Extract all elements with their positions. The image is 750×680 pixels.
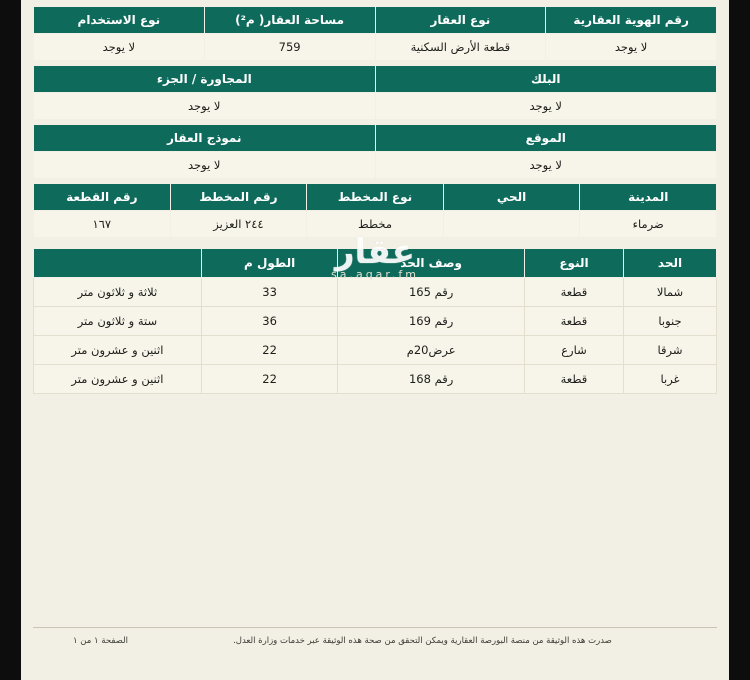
value-cell-usage-type: لا يوجد [34, 34, 205, 61]
header-cell-property-type: نوع العقار [375, 7, 546, 34]
cell-length-number: 22 [201, 336, 338, 365]
table-header-row [34, 7, 717, 34]
value-cell-district [443, 211, 580, 238]
cell-description: رقم 165 [338, 278, 524, 307]
value-cell-location: لا يوجد [375, 152, 717, 179]
cell-length-number: 33 [201, 278, 338, 307]
value-cell-identity-number: لا يوجد [546, 34, 717, 61]
value-cell-area: 759 [204, 34, 375, 61]
cell-limit: غربا [624, 365, 717, 394]
value-cell-parcel-number: ١٦٧ [34, 211, 171, 238]
cell-length-text: اثنين و عشرون متر [34, 336, 202, 365]
value-cell-plan-type: مخطط [307, 211, 444, 238]
property-identity-table [33, 6, 717, 61]
header-cell-length: الطول م [201, 249, 338, 278]
page-footer [33, 627, 717, 646]
watermark-domain-text: sa.aqar.fm [330, 268, 420, 281]
table-row [34, 34, 717, 61]
table-header-row [34, 125, 717, 152]
cell-limit: شرقا [624, 336, 717, 365]
header-cell-limit: الحد [624, 249, 717, 278]
header-cell-usage-type: نوع الاستخدام [34, 7, 205, 34]
value-cell-block: لا يوجد [375, 93, 717, 120]
header-cell-plan-number: رقم المخطط [170, 184, 307, 211]
header-cell-location: الموقع [375, 125, 717, 152]
header-cell-property-model: نموذج العقار [34, 125, 376, 152]
table-row [34, 336, 717, 365]
header-cell-neighbor-part: المجاورة / الجزء [34, 66, 376, 93]
value-cell-property-model: لا يوجد [34, 152, 376, 179]
footer-page-number: الصفحة ١ من ١ [73, 636, 128, 646]
table-header-row [34, 66, 717, 93]
cell-length-text: ستة و ثلاثون متر [34, 307, 202, 336]
city-plan-table [33, 183, 717, 238]
table-row [34, 152, 717, 179]
value-cell-city: ضرماء [580, 211, 717, 238]
cell-limit: جنوبا [624, 307, 717, 336]
cell-description: رقم 169 [338, 307, 524, 336]
header-cell-block: البلك [375, 66, 717, 93]
table-row [34, 307, 717, 336]
watermark-logo-text: عقار [334, 232, 416, 272]
value-cell-neighbor-part: لا يوجد [34, 93, 376, 120]
header-cell-district: الحي [443, 184, 580, 211]
value-cell-plan-number: ٢٤٤ العزيز [170, 211, 307, 238]
header-cell-area: مساحة العقار( م²) [204, 7, 375, 34]
header-cell-city: المدينة [580, 184, 717, 211]
block-neighbor-table [33, 65, 717, 120]
header-cell-identity-number: رقم الهوية العقارية [546, 7, 717, 34]
cell-limit: شمالا [624, 278, 717, 307]
header-cell-parcel-number: رقم القطعة [34, 184, 171, 211]
table-header-row [34, 249, 717, 278]
cell-length-text: اثنين و عشرون متر [34, 365, 202, 394]
document-page [21, 0, 729, 680]
table-header-row [34, 184, 717, 211]
location-model-table [33, 124, 717, 179]
cell-length-number: 36 [201, 307, 338, 336]
header-cell-plan-type: نوع المخطط [307, 184, 444, 211]
cell-length-number: 22 [201, 365, 338, 394]
cell-type: قطعة [524, 278, 623, 307]
table-row [34, 93, 717, 120]
header-cell-description: وصف الحد [338, 249, 524, 278]
header-cell-type: النوع [524, 249, 623, 278]
cell-type: شارع [524, 336, 623, 365]
cell-description: عرض20م [338, 336, 524, 365]
table-row [34, 365, 717, 394]
footer-note: صدرت هذه الوثيقة من منصة البورصة العقارية ويمكن التحقق من صحة هذه الوثيقة عبر خدمات وزارة العدل. [233, 636, 612, 646]
table-row [34, 211, 717, 238]
limits-table [33, 248, 717, 394]
cell-type: قطعة [524, 365, 623, 394]
cell-type: قطعة [524, 307, 623, 336]
header-cell-length-text [34, 249, 202, 278]
table-row [34, 278, 717, 307]
cell-description: رقم 168 [338, 365, 524, 394]
cell-length-text: ثلاثة و ثلاثون متر [34, 278, 202, 307]
value-cell-property-type: قطعة الأرض السكنية [375, 34, 546, 61]
